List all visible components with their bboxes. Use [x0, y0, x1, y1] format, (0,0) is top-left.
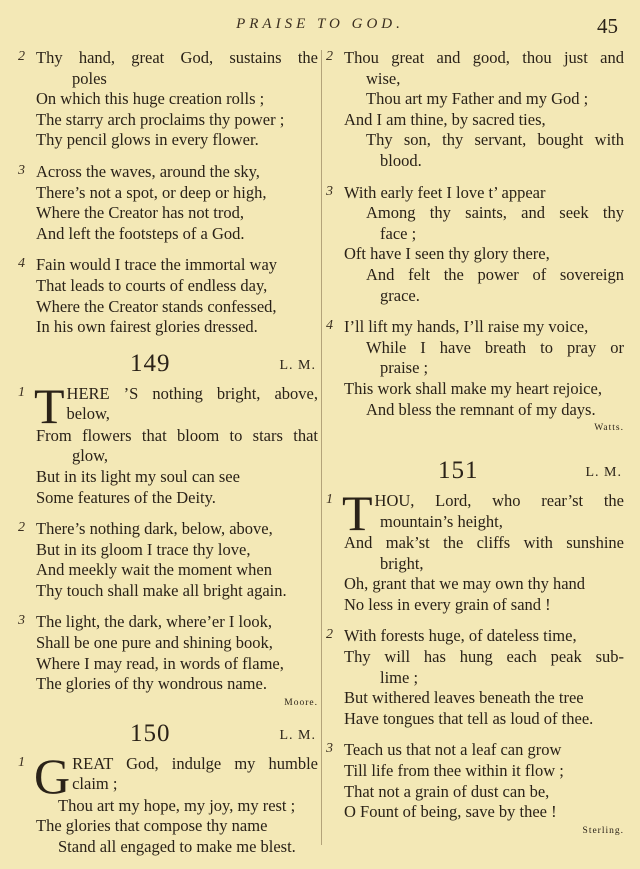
- verse-line: grace.: [380, 285, 420, 305]
- hymn-number: 150: [130, 719, 171, 747]
- verse-line: Thy son, thy servant, bought with: [366, 130, 624, 150]
- verse-line: blood.: [380, 150, 422, 170]
- drop-cap: T: [342, 485, 373, 542]
- verse-line: The light, the dark, where’er I look,: [36, 612, 272, 632]
- stanza: [18, 747, 318, 858]
- right-column: [326, 48, 624, 840]
- hymn-author: Moore.: [284, 697, 318, 708]
- verse-line: With early feet I love t’ appear: [344, 182, 546, 202]
- stanza-number: 1: [326, 492, 333, 508]
- hymn-number: 149: [130, 349, 171, 377]
- verse-line: Teach us that not a leaf can grow: [344, 740, 562, 760]
- verse-line: Oh, grant that we may own thy hand: [344, 574, 586, 594]
- stanza: [326, 485, 624, 615]
- verse-line: And left the footsteps of a God.: [36, 223, 245, 243]
- stanza-number: 4: [326, 318, 333, 334]
- stanza: [326, 317, 624, 420]
- stanza-number: 2: [326, 627, 333, 643]
- stanza: [18, 162, 318, 244]
- hymn-heading: [18, 350, 318, 382]
- stanza: [326, 183, 624, 307]
- stanza-number: 3: [326, 183, 333, 199]
- column-divider: [321, 50, 322, 845]
- verse-line: Oft have I seen thy glory there,: [344, 244, 550, 264]
- verse-line: And felt the power of sovereign: [366, 264, 624, 284]
- verse-line: The glories that compose thy name: [36, 816, 268, 836]
- stanza: [18, 255, 318, 337]
- verse-line: Among thy saints, and seek thy: [366, 203, 624, 223]
- verse-line: Some features of the Deity.: [36, 487, 216, 507]
- verse-line: Fain would I trace the immortal way: [36, 255, 278, 275]
- running-title: PRAISE TO GOD.: [236, 16, 404, 32]
- stanza-number: 2: [18, 49, 25, 64]
- verse-line: wise,: [366, 68, 401, 88]
- drop-cap: T: [34, 377, 65, 434]
- verse-line: O Fount of being, save by thee !: [344, 802, 557, 822]
- page-header: [0, 14, 640, 40]
- verse-line: HOU, Lord, who rear’st the: [374, 491, 624, 511]
- verse-line: Thy pencil glows in every flower.: [36, 130, 259, 150]
- stanza-number: 2: [326, 49, 333, 64]
- stanza: [18, 377, 318, 508]
- verse-line: Till life from thee within it flow ;: [344, 761, 564, 781]
- stanza-number: 2: [18, 520, 25, 536]
- verse-line: There’s not a spot, or deep or high,: [36, 182, 267, 202]
- verse-line: While I have breath to pray or: [366, 337, 624, 357]
- verse-line: This work shall make my heart rejoice,: [344, 378, 602, 398]
- verse-line: REAT God, indulge my humble: [72, 753, 318, 773]
- hymn-meter: L. M.: [279, 727, 316, 743]
- stanza: [18, 48, 318, 151]
- verse-line: Thou art my Father and my God ;: [366, 89, 589, 109]
- verse-line: Where I may read, in words of flame,: [36, 653, 284, 673]
- verse-line: But withered leaves beneath the tree: [344, 688, 584, 708]
- verse-line: On which this huge creation rolls ;: [36, 89, 265, 109]
- verse-line: From flowers that bloom to stars that: [36, 425, 318, 445]
- hymn-meter: L. M.: [585, 465, 622, 481]
- hymn-author: Watts.: [594, 423, 624, 434]
- drop-cap: G: [34, 747, 71, 804]
- verse-line: That leads to courts of endless day,: [36, 275, 268, 295]
- stanza-number: 3: [18, 162, 25, 178]
- verse-line: below,: [66, 404, 110, 424]
- verse-line: Where the Creator stands confessed,: [36, 296, 277, 316]
- hymn-author: Sterling.: [582, 825, 624, 836]
- verse-line: That not a grain of dust can be,: [344, 781, 550, 801]
- verse-line: Across the waves, around the sky,: [36, 161, 260, 181]
- verse-line: But in its light my soul can see: [36, 466, 240, 486]
- verse-line: bright,: [380, 553, 424, 573]
- verse-line: No less in every grain of sand !: [344, 594, 551, 614]
- verse-line: In his own fairest glories dressed.: [36, 317, 258, 337]
- verse-line: Thy touch shall make all bright again.: [36, 580, 287, 600]
- verse-line: The glories of thy wondrous name.: [36, 674, 267, 694]
- stanza: [326, 740, 624, 822]
- hymn-meter: L. M.: [279, 357, 316, 373]
- verse-line: Where the Creator has not trod,: [36, 203, 245, 223]
- verse-line: But in its gloom I trace thy love,: [36, 539, 251, 559]
- verse-line: Thou great and good, thou just and: [344, 48, 624, 67]
- left-column: [18, 48, 318, 869]
- verse-line: claim ;: [72, 774, 118, 794]
- stanza: [18, 612, 318, 694]
- stanza: [326, 48, 624, 172]
- verse-line: I’ll lift my hands, I’ll raise my voice,: [344, 317, 589, 337]
- verse-line: With forests huge, of dateless time,: [344, 626, 577, 646]
- verse-line: mountain’s height,: [380, 511, 503, 531]
- page-number: 45: [597, 14, 618, 38]
- verse-line: And meekly wait the moment when: [36, 560, 272, 580]
- verse-line: Thou art my hope, my joy, my rest ;: [58, 795, 296, 815]
- verse-line: HERE ’S nothing bright, above,: [66, 383, 318, 403]
- stanza: [326, 626, 624, 729]
- stanza-number: 4: [18, 256, 25, 272]
- verse-line: face ;: [380, 223, 417, 243]
- hymn-number: 151: [438, 457, 479, 485]
- verse-line: Have tongues that tell as loud of thee.: [344, 708, 594, 728]
- verse-line: And mak’st the cliffs with sunshine: [344, 533, 624, 553]
- verse-line: And bless the remnant of my days.: [366, 399, 596, 419]
- stanza-number: 3: [326, 741, 333, 757]
- stanza-number: 1: [18, 384, 25, 400]
- verse-line: And I am thine, by sacred ties,: [344, 109, 546, 129]
- stanza-number: 1: [18, 754, 25, 770]
- verse-line: Shall be one pure and shining book,: [36, 633, 273, 653]
- verse-line: Stand all engaged to make me blest.: [58, 837, 296, 857]
- verse-line: praise ;: [380, 358, 429, 378]
- verse-line: There’s nothing dark, below, above,: [36, 519, 273, 539]
- verse-line: Thy hand, great God, sustains the: [36, 48, 318, 67]
- verse-line: Thy will has hung each peak sub-: [344, 647, 624, 667]
- verse-line: poles: [72, 68, 107, 88]
- verse-line: The starry arch proclaims thy power ;: [36, 109, 285, 129]
- verse-line: glow,: [72, 446, 109, 466]
- stanza: [18, 519, 318, 601]
- stanza-number: 3: [18, 613, 25, 629]
- verse-line: lime ;: [380, 667, 419, 687]
